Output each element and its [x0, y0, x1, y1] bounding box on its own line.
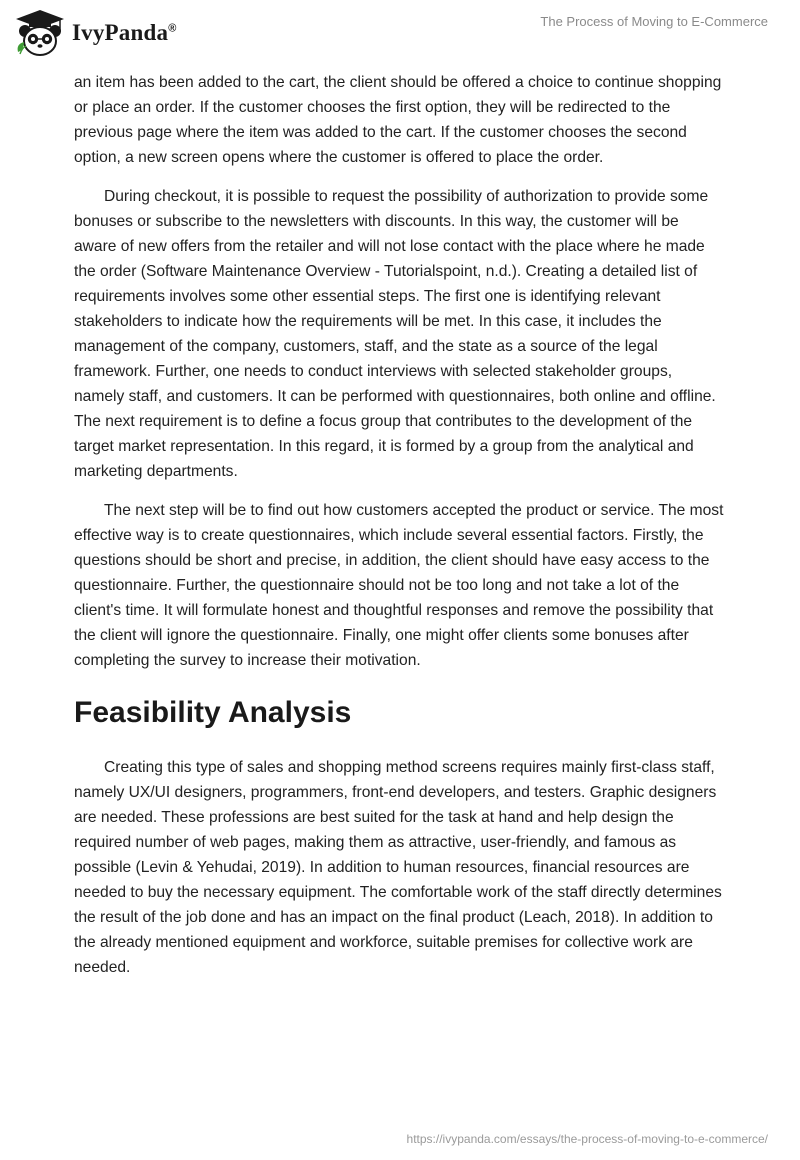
- paragraph: The next step will be to find out how customers accepted the product or service. The most effective way is to create questionnaires, which include several essential factors. Firstly, the questions should be short and precise, in addition, the client should have easy access to the questionnaire. Further, the questionnaire should not be too long and not take a lot of the client's time. It will formulate honest and thoughtful responses and remove the possibility that the client will ignore the questionnaire. Finally, one might offer clients some bonuses after completing the survey to increase their motivation.: [74, 502, 724, 669]
- paragraph: an item has been added to the cart, the client should be offered a choice to continue shopping or place an order. If the customer chooses the first option, they will be redirected to the previous page where the item was added to the cart. If the customer chooses the second option, a new screen opens where the customer is offered to place the order.: [74, 74, 722, 166]
- paragraph: Creating this type of sales and shopping method screens requires mainly first-class staff, namely UX/UI designers, programmers, front-end developers, and testers. Graphic designers are needed. These professions are best suited for the task at hand and help design the required number of web pages, making them as attractive, user-friendly, and famous as possible (Levin & Yehudai, 2019). In addition to human resources, financial resources are needed to buy the necessary equipment. The comfortable work of the staff directly determines the result of the job done and has an impact on the final product (Leach, 2018). In addition to the already mentioned equipment and workforce, suitable premises for collective work are needed.: [74, 759, 722, 976]
- paragraph: During checkout, it is possible to request the possibility of authorization to provide some bonuses or subscribe to the newsletters with discounts. In this way, the customer will be aware of new offers from the retailer and will not lose contact with the place where he made the order (Software Maintenance Overview - Tutorialspoint, n.d.). Creating a detailed list of requirements involves some other essential steps. The first one is identifying relevant stakeholders to indicate how the requirements will be met. In this case, it includes the management of the company, customers, staff, and the state as a source of the legal framework. Further, one needs to conduct interviews with selected stakeholder groups, namely staff, and customers. It can be performed with questionnaires, both online and offline. The next requirement is to define a focus group that contributes to the development of the target market representation. In this regard, it is formed by a group from the analytical and marketing departments.: [74, 188, 716, 480]
- essay-content: [74, 70, 724, 994]
- brand-name: IvyPanda®: [72, 20, 177, 45]
- ivypanda-logo[interactable]: [14, 8, 177, 58]
- section-heading: Feasibility Analysis: [74, 696, 352, 729]
- document-title: The Process of Moving to E-Commerce: [540, 14, 768, 29]
- panda-graduate-logo-icon: [14, 8, 66, 58]
- page-header: [0, 0, 800, 70]
- page-url[interactable]: https://ivypanda.com/essays/the-process-of-moving-to-e-commerce/: [406, 1132, 768, 1146]
